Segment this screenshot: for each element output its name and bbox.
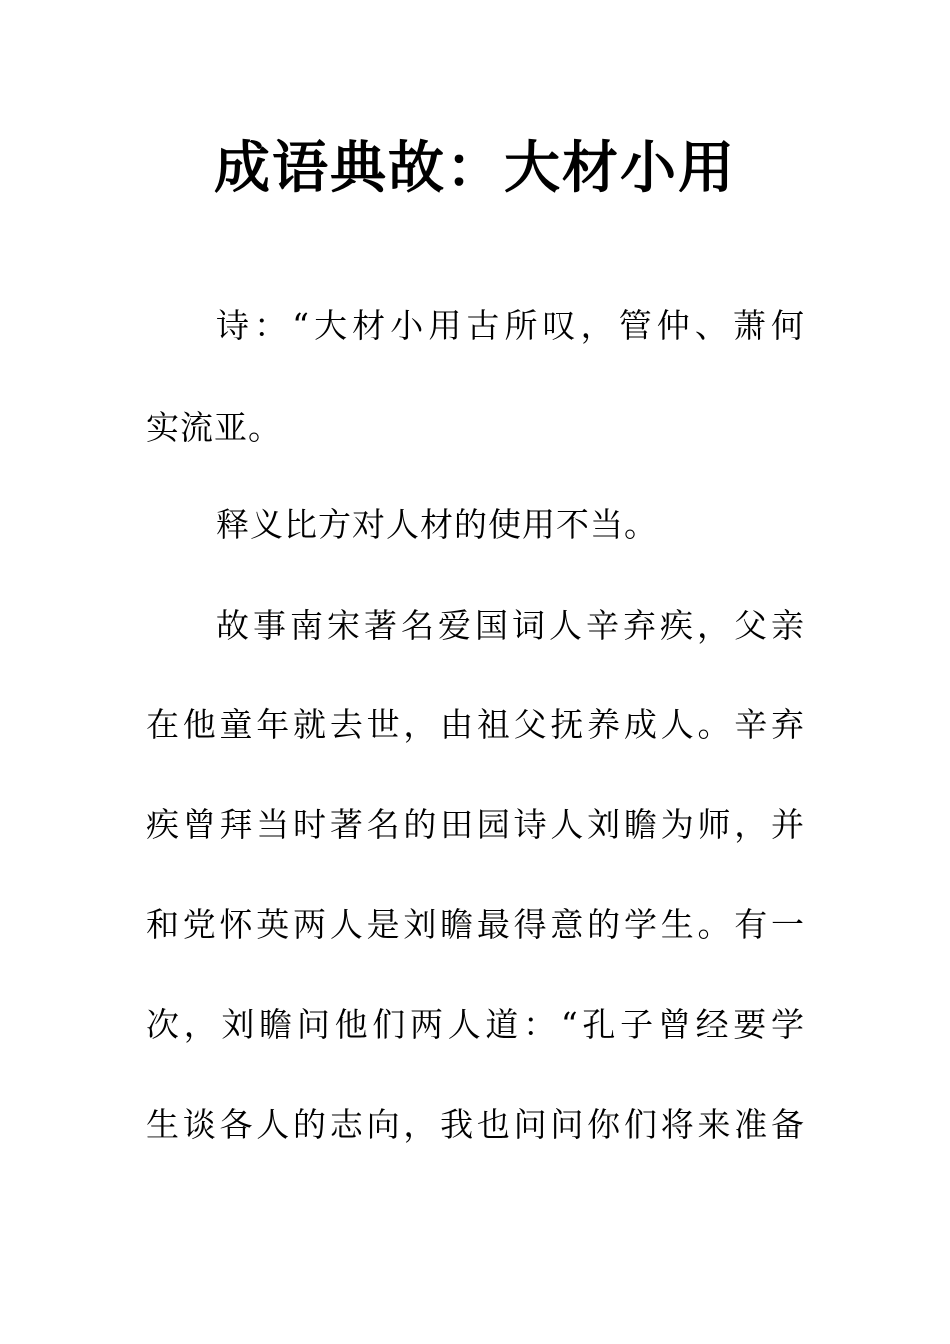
paragraph-line: 和党怀英两人是刘瞻最得意的学生。有一 (146, 905, 804, 944)
paragraph-line: 在他童年就去世，由祖父抚养成人。辛弃 (146, 705, 804, 744)
paragraph-line: 故事南宋著名爱国词人辛弃疾，父亲 (216, 606, 804, 645)
paragraph-line: 次，刘瞻问他们两人道：“孔子曾经要学 (146, 1005, 804, 1044)
paragraph-line: 释义比方对人材的使用不当。 (216, 505, 658, 544)
paragraph-line: 实流亚。 (146, 408, 282, 447)
paragraph-line: 生谈各人的志向，我也问问你们将来准备 (146, 1105, 804, 1144)
paragraph-line: 疾曾拜当时著名的田园诗人刘瞻为师，并 (146, 805, 804, 844)
document-title: 成语典故：大材小用 (214, 135, 736, 201)
paragraph-line: 诗：“大材小用古所叹，管仲、萧何 (216, 306, 804, 345)
